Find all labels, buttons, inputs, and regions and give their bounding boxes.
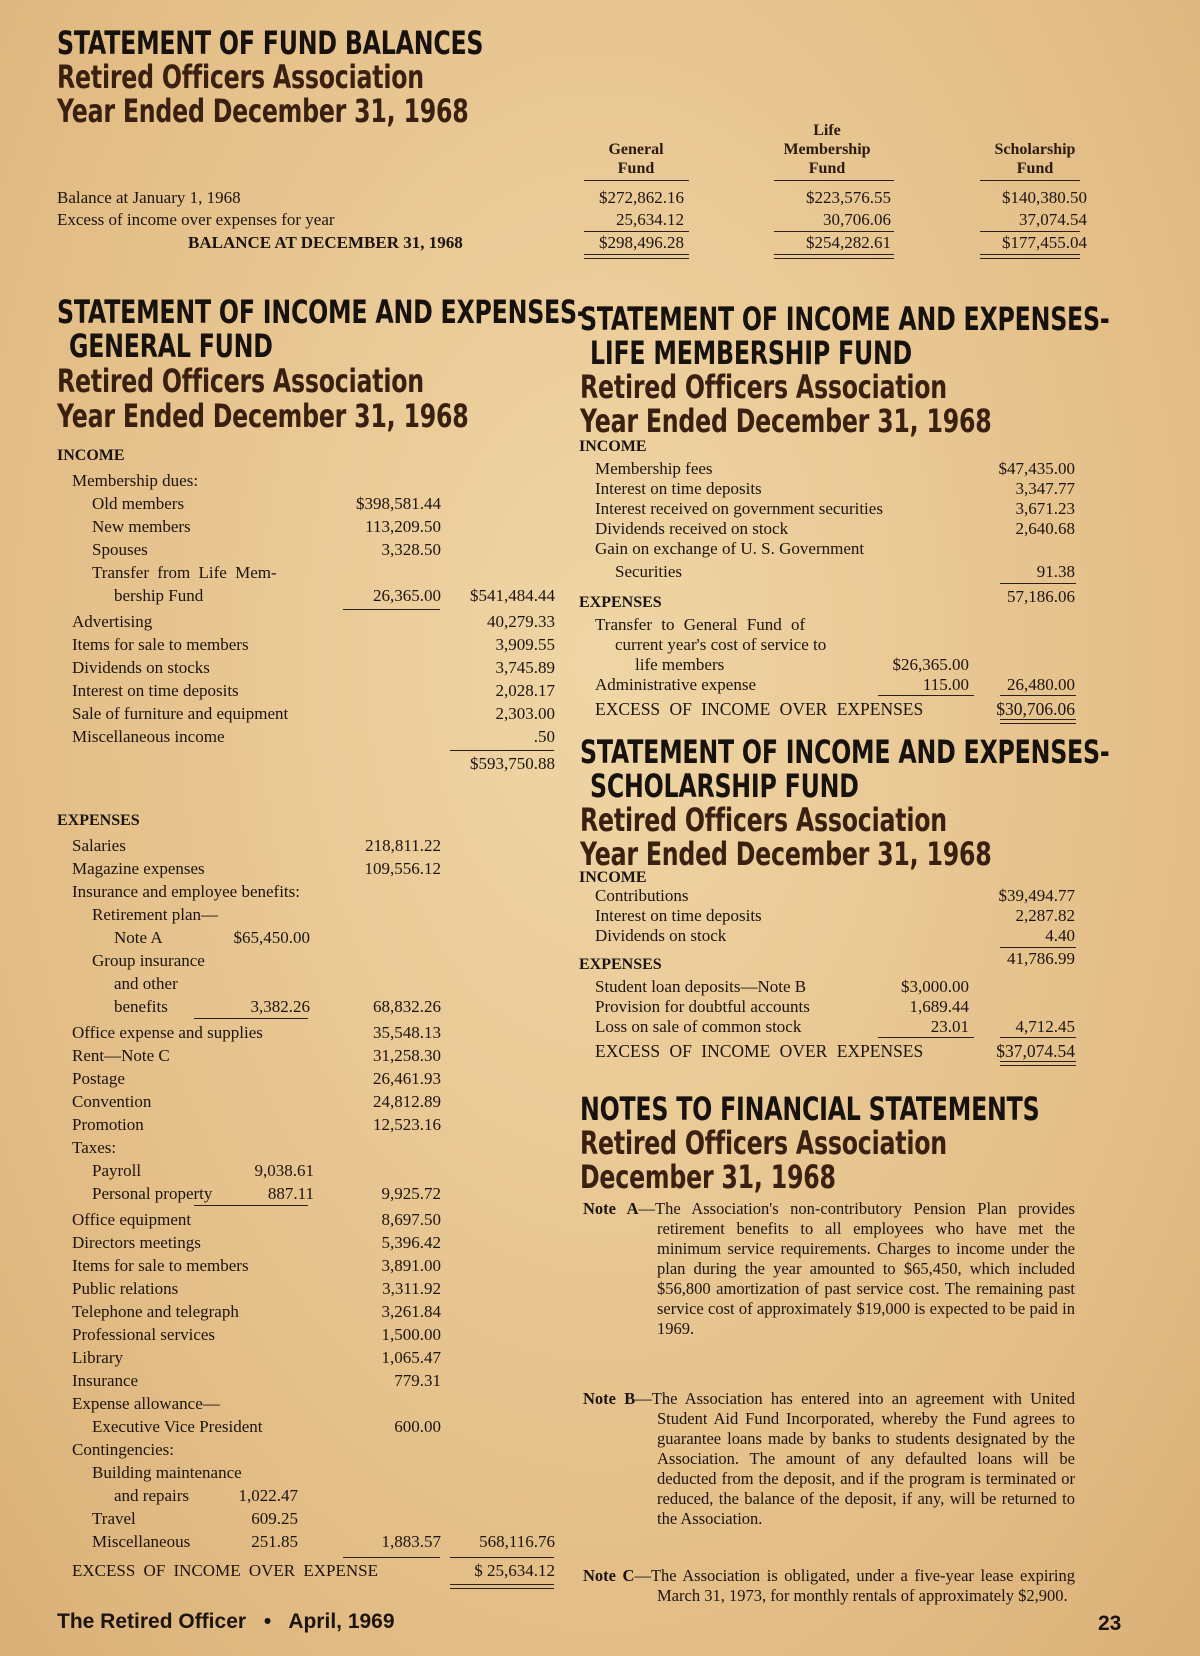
rule [1000,583,1076,584]
col-header-scholarship: Scholarship Fund [994,141,1076,177]
note-c: Note C—The Association is obligated, under a five-year lease expiring March 31, 1973, for monthly rentals of approximately $2,900. [583,1566,1075,1605]
rule [343,1557,440,1558]
table-row: Directors meetings 5,396.42 [72,1233,441,1252]
life-title-1: STATEMENT OF INCOME AND EXPENSES- [580,300,1110,338]
footer-magazine: The Retired Officer [57,1610,247,1633]
table-row: Provision for doubtful accounts 1,689.44 [595,997,969,1016]
footer-date: April, 1969 [288,1610,395,1633]
fund-balances-period: Year Ended December 31, 1968 [57,92,469,130]
table-row: New members 113,209.50 [92,517,441,536]
general-income-head: INCOME [57,447,125,464]
table-row: Membership dues: [72,471,199,490]
table-row: Promotion 12,523.16 [72,1115,441,1134]
fund-balances-col-headers [560,118,1090,178]
general-org: Retired Officers Association [57,362,424,400]
table-row: Securities 91.38 [615,562,1075,581]
rule [980,180,1080,181]
table-row: Student loan deposits—Note B $3,000.00 [595,977,969,996]
scholarship-period: Year Ended December 31, 1968 [580,835,992,873]
table-row: Insurance 779.31 [72,1371,441,1390]
table-row: Convention 24,812.89 [72,1092,441,1111]
rule [980,231,1080,232]
table-row: Personal property 887.11 9,925.72 [92,1184,441,1203]
table-row: Salaries 218,811.22 [72,836,441,855]
rule [450,750,554,751]
table-row: Expense allowance— [72,1394,220,1413]
table-row: Library 1,065.47 [72,1348,441,1367]
table-row [579,1040,1075,1062]
life-income-head: INCOME [579,438,647,455]
rule [343,609,440,610]
table-row: Interest on time deposits 2,287.82 [595,906,1075,925]
table-row: Building maintenance [92,1463,242,1482]
table-row: Miscellaneous 251.85 1,883.57 568,116.76 [92,1532,555,1551]
table-row: Taxes: [72,1138,117,1157]
rule [584,180,689,181]
fund-balance-row: Excess of income over expenses for year 25,634.12 30,706.06 37,074.54 [57,210,1087,229]
scholarship-table [579,885,1075,1075]
table-row: $593,750.88 [470,754,555,773]
life-expense-head: EXPENSES [579,594,662,611]
table-row: and other [114,974,178,993]
footer-publication [57,1610,395,1634]
life-org: Retired Officers Association [580,368,947,406]
double-rule [584,254,689,259]
note-a: Note A—The Association's non-contributory Pension Plan provides retirement benefits to all employees who have met the minimum service requirements. Charges to income under the plan during the year amounted to $65,450, which included $56,800 amortization of past service cost. The remaining past service cost of approximately $19,000 is expected to be paid in 1969. [583,1199,1075,1338]
fund-balances-org: Retired Officers Association [57,58,424,96]
general-excess-value: $ 25,634.12 [474,1561,555,1580]
table-row: Postage 26,461.93 [72,1069,441,1088]
general-title-1: STATEMENT OF INCOME AND EXPENSES- [57,293,587,331]
rule [774,180,894,181]
life-income-total: 57,186.06 [1007,587,1075,606]
table-row: Dividends on stocks 3,745.89 [72,658,555,677]
table-row: bership Fund 26,365.00 $541,484.44 [114,586,555,605]
table-row: Transfer from Life Mem- [92,563,277,582]
table-row: Group insurance [92,951,205,970]
table-row: Contingencies: [72,1440,174,1459]
table-row: and repairs 1,022.47 [114,1486,298,1505]
general-title-2: GENERAL FUND [69,327,273,365]
rule [1000,1037,1076,1038]
table-row: Executive Vice President 600.00 [92,1417,441,1436]
table-row: Interest received on government securities 3,671.23 [595,499,1075,518]
note-b: Note B—The Association has entered into an agreement with United Student Aid Fund Incorporated, whereby the Fund agrees to guarantee loans made by banks to students designated by the Association. The amount of any defaulted loans will be deducted from the deposit, and if the program is terminated or reduced, the balance of the deposit, if any, will be returned to the Association. [583,1389,1075,1528]
table-row: Items for sale to members 3,909.55 [72,635,555,654]
table-row: Contributions $39,494.77 [595,886,1075,905]
table-row: Dividends on stock 4.40 [595,926,1075,945]
double-rule [1000,719,1076,724]
table-row: Note A $65,450.00 [114,928,310,947]
general-expense-head: EXPENSES [57,812,140,829]
general-excess-label: EXCESS OF INCOME OVER EXPENSE [72,1561,378,1580]
notes-org: Retired Officers Association [580,1124,947,1162]
scholarship-org: Retired Officers Association [580,801,947,839]
fund-balances-title: STATEMENT OF FUND BALANCES [57,24,484,62]
table-row: Interest on time deposits 2,028.17 [72,681,555,700]
table-row: Office expense and supplies 35,548.13 [72,1023,441,1042]
table-row: Membership fees $47,435.00 [595,459,1075,478]
table-row: Items for sale to members 3,891.00 [72,1256,441,1275]
life-period: Year Ended December 31, 1968 [580,402,992,440]
scholarship-excess-label: EXCESS OF INCOME OVER EXPENSES [595,1041,924,1061]
table-row: Miscellaneous income .50 [72,727,555,746]
rule [1000,947,1076,948]
col-header-general: General Fund [608,141,664,177]
table-row: Gain on exchange of U. S. Government [595,539,865,558]
table-row: Retirement plan— [92,905,219,924]
scholarship-title-2: SCHOLARSHIP FUND [590,767,859,805]
table-row: Old members $398,581.44 [92,494,441,513]
notes-title: NOTES TO FINANCIAL STATEMENTS [580,1090,1040,1128]
double-rule [1000,1061,1076,1066]
table-row: Loss on sale of common stock 23.01 4,712.45 [595,1017,1075,1036]
table-row: Office equipment 8,697.50 [72,1210,441,1229]
table-row: current year's cost of service to [615,635,827,654]
notes-date: December 31, 1968 [580,1158,836,1196]
general-expense-table [57,835,555,1555]
fund-balance-row: BALANCE AT DECEMBER 31, 1968 $298,496.28 $254,282.61 $177,455.04 [188,233,1087,252]
table-row: benefits 3,382.26 68,832.26 [114,997,441,1016]
table-row: Travel 609.25 [92,1509,298,1528]
double-rule [450,1584,554,1589]
double-rule [980,254,1080,259]
life-excess-label: EXCESS OF INCOME OVER EXPENSES [595,699,924,719]
table-row: Interest on time deposits 3,347.77 [595,479,1075,498]
scholarship-income-head: INCOME [579,869,647,886]
col-header-life: Life Membership Fund [783,122,871,177]
general-excess-row [72,1560,555,1582]
table-row: Advertising 40,279.33 [72,612,555,631]
rule [1000,695,1076,696]
rule [450,1557,554,1558]
table-row: Rent—Note C 31,258.30 [72,1046,441,1065]
rule [194,1205,308,1206]
table-row: Professional services 1,500.00 [72,1325,441,1344]
life-excess-value: $30,706.06 [996,699,1075,719]
table-row: Payroll 9,038.61 [92,1161,314,1180]
scholarship-income-total: 41,786.99 [1007,949,1075,968]
table-row [579,592,1075,614]
general-period: Year Ended December 31, 1968 [57,397,469,435]
table-row: Transfer to General Fund of [595,615,806,634]
table-row: Dividends received on stock 2,640.68 [595,519,1075,538]
general-income-table [57,470,555,773]
table-row: Sale of furniture and equipment 2,303.00 [72,704,555,723]
scholarship-excess-value: $37,074.54 [996,1041,1075,1061]
fund-balances-table [57,187,1087,257]
table-row: Insurance and employee benefits: [72,882,300,901]
table-row [579,698,1075,720]
table-row: life members $26,365.00 [635,655,969,674]
scholarship-expense-head: EXPENSES [579,956,662,973]
table-row [579,954,1075,976]
life-title-2: LIFE MEMBERSHIP FUND [590,334,912,372]
table-row: Telephone and telegraph 3,261.84 [72,1302,441,1321]
rule [584,231,689,232]
table-row: Magazine expenses 109,556.12 [72,859,441,878]
rule [878,1037,974,1038]
rule [774,231,894,232]
table-row: Administrative expense 115.00 26,480.00 [595,675,1075,694]
rule [878,695,974,696]
table-row: Spouses 3,328.50 [92,540,441,559]
footer-bullet: • [263,1610,272,1633]
double-rule [774,254,894,259]
table-row: Public relations 3,311.92 [72,1279,441,1298]
scholarship-title-1: STATEMENT OF INCOME AND EXPENSES- [580,733,1110,771]
fund-balance-row: Balance at January 1, 1968 $272,862.16 $223,576.55 $140,380.50 [57,188,1087,207]
page-number: 23 [1098,1612,1122,1635]
rule [194,1018,308,1019]
